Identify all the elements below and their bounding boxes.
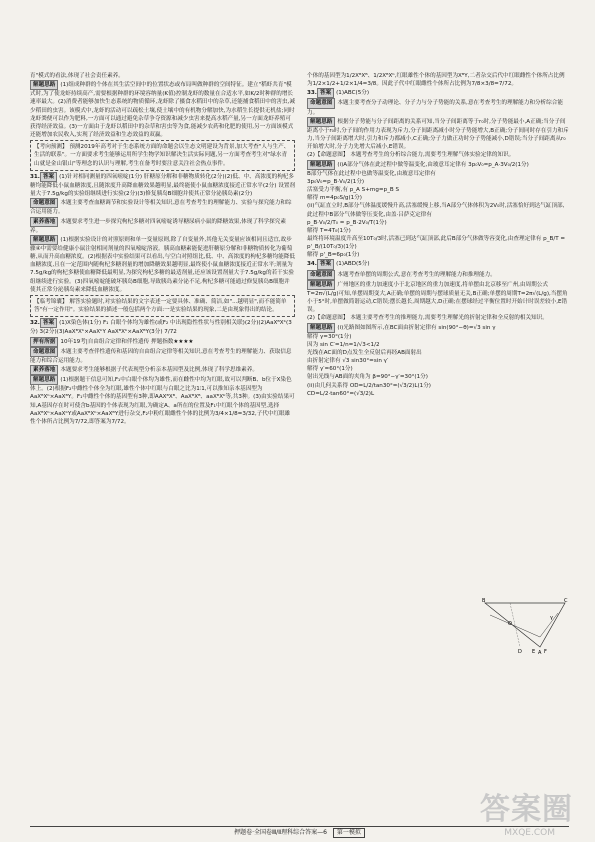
paragraph	[307, 170, 569, 203]
paragraph-text: (i)A部分气体在此过程中做等温变化,由玻意耳定律有 3p₀V₀=p_A·3V₀/2(1分)	[337, 161, 529, 168]
question-number: 33.	[307, 90, 317, 97]
section-tag: 解题思路	[307, 323, 335, 333]
paragraph	[307, 117, 569, 152]
footer-tab: 第一模拟	[333, 828, 365, 839]
paragraph-text: 本题考查单摆的周期公式,意在考查考生的理解能力和推理能力。	[337, 271, 496, 278]
note-box	[30, 140, 295, 170]
footer-text: 押题卷·全国卷Ⅲ/Ⅱ理科综合答案—6	[234, 828, 327, 836]
paragraph-text: 本题主要考查分子动理论、分子力与分子势能的关系,意在考查考生的理解能力和分析综合能力。	[307, 100, 563, 116]
section-tag: 解题思路	[307, 160, 335, 170]
left-column	[30, 72, 295, 817]
paragraph-text: 育"模式的看法,体现了社会责任素养。	[30, 73, 124, 79]
paragraph	[307, 88, 569, 98]
note-box	[30, 295, 295, 317]
question-number: 32.	[30, 320, 40, 327]
paragraph	[30, 80, 295, 139]
paragraph	[307, 160, 569, 170]
diagram-label: O	[508, 621, 512, 627]
paragraph-text: (2)【命题意图】 本题主要考查考生的推理能力,需要考生理解光的折射定律和全反射的相关知识。	[307, 315, 548, 322]
paragraph	[307, 259, 569, 269]
section-tag: 命题意图	[307, 98, 335, 108]
question-number: 34.	[307, 261, 317, 268]
section-tag: 答案	[40, 172, 57, 182]
paragraph	[30, 235, 295, 294]
paragraph-text: 本题要求考生进一步探究枸杞多糖对四氧嘧啶诱导糖尿病小鼠的降糖效果,体现了科学探究素养。	[30, 218, 286, 234]
paragraph	[30, 72, 295, 80]
paragraph	[30, 172, 295, 198]
section-tag: 命题意图	[30, 347, 58, 357]
paragraph	[307, 323, 569, 382]
paragraph	[307, 382, 569, 398]
question-number: 31.	[30, 173, 40, 180]
paragraph	[307, 235, 569, 259]
paragraph-text: 【考向预测】 预测2019年高考对于生态系统方面的命题会以生态文明建设为背景,加大考查"人与生产、生活的联系"。一方面要求考生能够运用所学生物学知识解决生活实际问题,另一方面考查考生对"绿水青山就是金山银山"等理念的认识与理解,考生在备考时要注意关注社会热点事件。	[34, 144, 290, 167]
paragraph	[307, 98, 569, 116]
section-tag: 解题思路	[307, 117, 335, 127]
section-tag: 命题意图	[307, 270, 335, 280]
paragraph	[30, 347, 295, 365]
paragraph-text: (1)针对相同测量的四氧嘧啶(1分) 肝糖原分解和非糖物质转化(2分)(2)低、中、高浓度的枸杞多糖均能降低小鼠血糖浓度,且随浓度升高降血糖效果越明显,最终能使小鼠血糖浓度接近正常水平(2分) 设置剂量大于7.5g/kg的实验组继续进行实验(2分)(3)修复胰岛B细胞并使其正常分泌胰岛素(2分)	[30, 173, 295, 198]
paragraph-text: (1)X染色体(1分) F₁ 白眼个体均为雄性(或F₂ 中出现隐性性状与性别相关联)(2分)(2)AaXᴮXᵇ(3分) 3(2分)(3)AaXᴮXᵇ×AaXᵇY AaXᴮXᵇ×AaXᴮY(3分) 7/72	[30, 320, 292, 336]
watermark-logo: 答案圈	[480, 792, 573, 828]
diagram-label: A	[538, 650, 542, 655]
paragraph-text: 本题主要考查伴性遗传和基因的自由组合定律等相关知识,意在考查考生的理解能力、获取信息能力和综合运用能力。	[30, 348, 292, 364]
diagram-label: E	[532, 649, 536, 655]
diagram-label: D	[518, 649, 522, 655]
section-tag: 命题意图	[30, 198, 58, 208]
paragraph-text: (2)【命题意图】 本题考查考生的分析综合能力,需要考生理解气体实验定律的知识。	[307, 152, 515, 159]
diagram-label: F	[544, 649, 547, 655]
right-column	[307, 72, 569, 817]
paragraph-text: 本题主要考查血糖调节和实验设计等相关知识,意在考查考生的理解能力、实验与探究能力和综合运用能力。	[30, 200, 292, 216]
section-tag: 答案	[40, 318, 57, 328]
paragraph-text: 本题要求考生能够根据子代表现型分析亲本基因型及比例,体现了科学思维素养。	[60, 367, 258, 373]
paragraph	[30, 365, 295, 375]
paragraph	[30, 198, 295, 216]
paragraph	[307, 202, 569, 235]
paragraph-text: (1)根据题干信息可知,F₁中白眼个体均为雄性,而在雌性中均为红眼,故可以判断B、b位于X染色体上。(2)根据F₂中雌性个体全为红眼,雄性个体中红眼与白眼之比为1∶1,可以推知亲本基因型为AaXᴮXᵇ×AaXᴮY。F₁中雌性个体的基因型有3种,即AAXᴮXᴮ、AaXᴮXᴮ、aaXᴮXᵇ等,共3种。(3)由实验结果可知,A基因存在时可使含b基因的个体表现为红眼,为确定A、a所在的位置及F₁中红眼个体的基因型,选择AaXᴮXᵇ×AaXᵇY或AaXᴮXᵇ×AaXᴮY进行杂交,F₂中粉红眼雌性个体的比例为3/4×1/8=3/32,子代中红眼雄性个体所占比例为7/72,即答案为7/72。	[30, 377, 295, 425]
paragraph	[30, 318, 295, 336]
watermark-url: MXQE.COM	[504, 827, 555, 838]
section-tag: 素养落地	[30, 365, 58, 375]
paragraph-text: (i)光路图如图所示,在BC面由折射定律有 sin(90°−θ)=√3 sin γ 解得 γ=30°(1分) 因为 sin C′=1/n=1/√3<1/2 光线在AC面的D点发生全反射后再经AB面射出 由折射定律有 √3 sin30°=sin γ′ 解得 γ′=60°(1分) 射出光线与AB面的夹角为 β=90°−γ′=30°(1分)	[307, 324, 496, 381]
paragraph-text: (1)ABD(5分)	[336, 261, 370, 268]
paragraph-text: 广州地区的重力加速度小于北京地区的重力加速度,将单摆由北京移至广州,由周期公式T=2π√(L/g)可知,单摆周期变大,A正确;单摆的周期与摆球质量无关,B正确;单摆的周期T=2π√(L/g),当摆角小于5°时,单摆做简谐运动,C错误;摆长越长,周期越大,D正确;在摆球经过平衡位置时开始计时误差较小,E错误。	[307, 281, 568, 314]
paragraph	[307, 270, 569, 280]
paragraph	[30, 337, 295, 347]
paragraph	[30, 375, 295, 426]
diagram-label: γ	[550, 615, 553, 621]
paragraph-text: (ii)由几何关系得 OD=L/2/tan30°=(√3/2)L(1分) CD=L/2·tan60°=(√3/2)L	[307, 382, 431, 397]
section-tag: 解题思路	[30, 375, 58, 385]
paragraph	[307, 280, 569, 315]
diagram-label: B	[482, 598, 486, 604]
section-tag: 答案	[317, 259, 334, 269]
section-tag: 解题思路	[307, 280, 335, 290]
paragraph-text: (1)根据实验设计的对照原则和单一变量原则,除了自变量外,其他无关变量应该相同且适宜,故步骤④中需要给健康小鼠注射相同剂量的四氧嘧啶溶液。胰高血糖素能促进肝糖原分解和非糖物质转化为葡萄糖,从而升高血糖浓度。(2)根据表中实验结果可以看出,与空白对照组比,低、中、高浓度的枸杞多糖均能降低血糖浓度,且在一定范围内随枸杞多糖剂量的增加降糖效果越明显,最终使小鼠血糖浓度接近正常水平;剂量为7.5g/kg的枸杞多糖使血糖降低最明显,为探究枸杞多糖的最适剂量,还应该设置剂量大于7.5g/kg的若干实验组继续进行实验。(3)四氧嘧啶能破坏胰岛B细胞,导致胰岛素分泌不足,枸杞多糖可能通过修复胰岛B细胞并使其正常分泌胰岛素来降低血糖浓度。	[30, 236, 295, 293]
section-tag: 素养落地	[30, 217, 58, 227]
paragraph	[307, 151, 569, 159]
paragraph	[307, 72, 569, 88]
diagram-label: C	[564, 598, 568, 604]
paragraph-text: (1)ABC(5分)	[336, 90, 370, 97]
paragraph-text: 根据分子势能与分子间距离的关系可知,当分子间距离等于r₀时,分子势能最小,A正确;当分子间距离小于r₀时,分子间的作用力表现为斥力,分子间距离减小时分子势能增大,B正确;分子间同时存在引力和斥力,当分子间距离增大时,引力和斥力都减小,C正确;分子力做正功时分子势能减小,D错误;当分子间距离从r₀开始增大时,分子力先增大后减小,E错误。	[307, 118, 569, 151]
paragraph-text: B部分气体在此过程中也做等温变化,由玻意耳定律有 3p₀V₀=p_B·V₀/2(1分) 活塞受力平衡,有 p_A S+mg=p_B S 解得 m=4p₀S/g(1分)	[307, 170, 436, 202]
paragraph	[307, 314, 569, 322]
paragraph-text: 个体的基因型为1/2XᴮXᴮ、1/2XᴮXᵇ,红眼雄性个体的基因型为XᴮY,二者杂交后代中红眼雌性个体所占比例为1/2×1/2+1/2×1/4=3/8。因此子代中红眼雌性个体所占比例为7/8×3/8=7/72。	[307, 73, 565, 88]
paragraph-text: 10年19考|自由组合定律和伴性遗传 押题指数★★★★	[60, 338, 194, 345]
paragraph-text: 【临考锦囊】 解答实验题时,对实验结果的文字表述一定要具体、准确、简洁,如"...越明显",而不能简单答"有一定作用"。实验结果的描述一般包括两个方面:一是实验结果的现象,二是由现象得出的结论。	[34, 298, 287, 314]
paragraph-text: (ii)气缸直立时,B部分气体温度缓慢升高,活塞缓慢上移,当A部分气体体积为2V₀时,活塞恰好到达气缸顶部,此过程中B部分气体做等压变化,由盖·吕萨克定律有 p_B·V₀/2/T₀ = p_B·2V₀/T(1分) 解得 T=4T₀(1分)	[307, 203, 565, 234]
section-tag: 解题思路	[30, 235, 58, 245]
optics-diagram	[480, 595, 570, 655]
section-tag: 答案	[317, 88, 334, 98]
paragraph-text: (1)组成种群的个体在其生活空间中的位置状态或布局叫做种群的空间特征。建立"稻虾共育"模式时,为了使龙虾持续高产,需要根据种群的环境容纳量(K值)控制龙虾的数量在合适水平,如K/2时种群的增长速率最大。(2)消费者能够加快生态系统的物质循环,龙虾除了摄食水稻田中的杂草,还能捕食稻田中的害虫,减少稻田的虫害。该模式中,龙虾的活动可以疏松土壤,使土壤中的有机物分解加快,为水稻生长提供无机盐;同时龙虾粪便可以作为肥料,一方面可以通过避免杂草争夺资源和减少虫害来提高水稻产量,另一方面龙虾养殖可获得经济效益。(3)一方面由于龙虾以稻田中的杂草和害虫等为食,能减少农药和化肥的使用,另一方面该模式还能增加农民收入,实现了经济效益和生态效益的双赢。	[30, 82, 295, 139]
section-tag: 解题思路	[30, 80, 58, 90]
paragraph-text: 最终将环境温度升高至10T₀/3时,活塞已到达气缸顶部,此后B部分气体做等容变化,由查理定律有 p_B/T = p'_B/(10T₀/3)(1分) 解得 p'_B=6p₀(1分)	[307, 235, 566, 259]
section-tag: 押有所据	[30, 337, 58, 347]
paragraph	[30, 217, 295, 235]
